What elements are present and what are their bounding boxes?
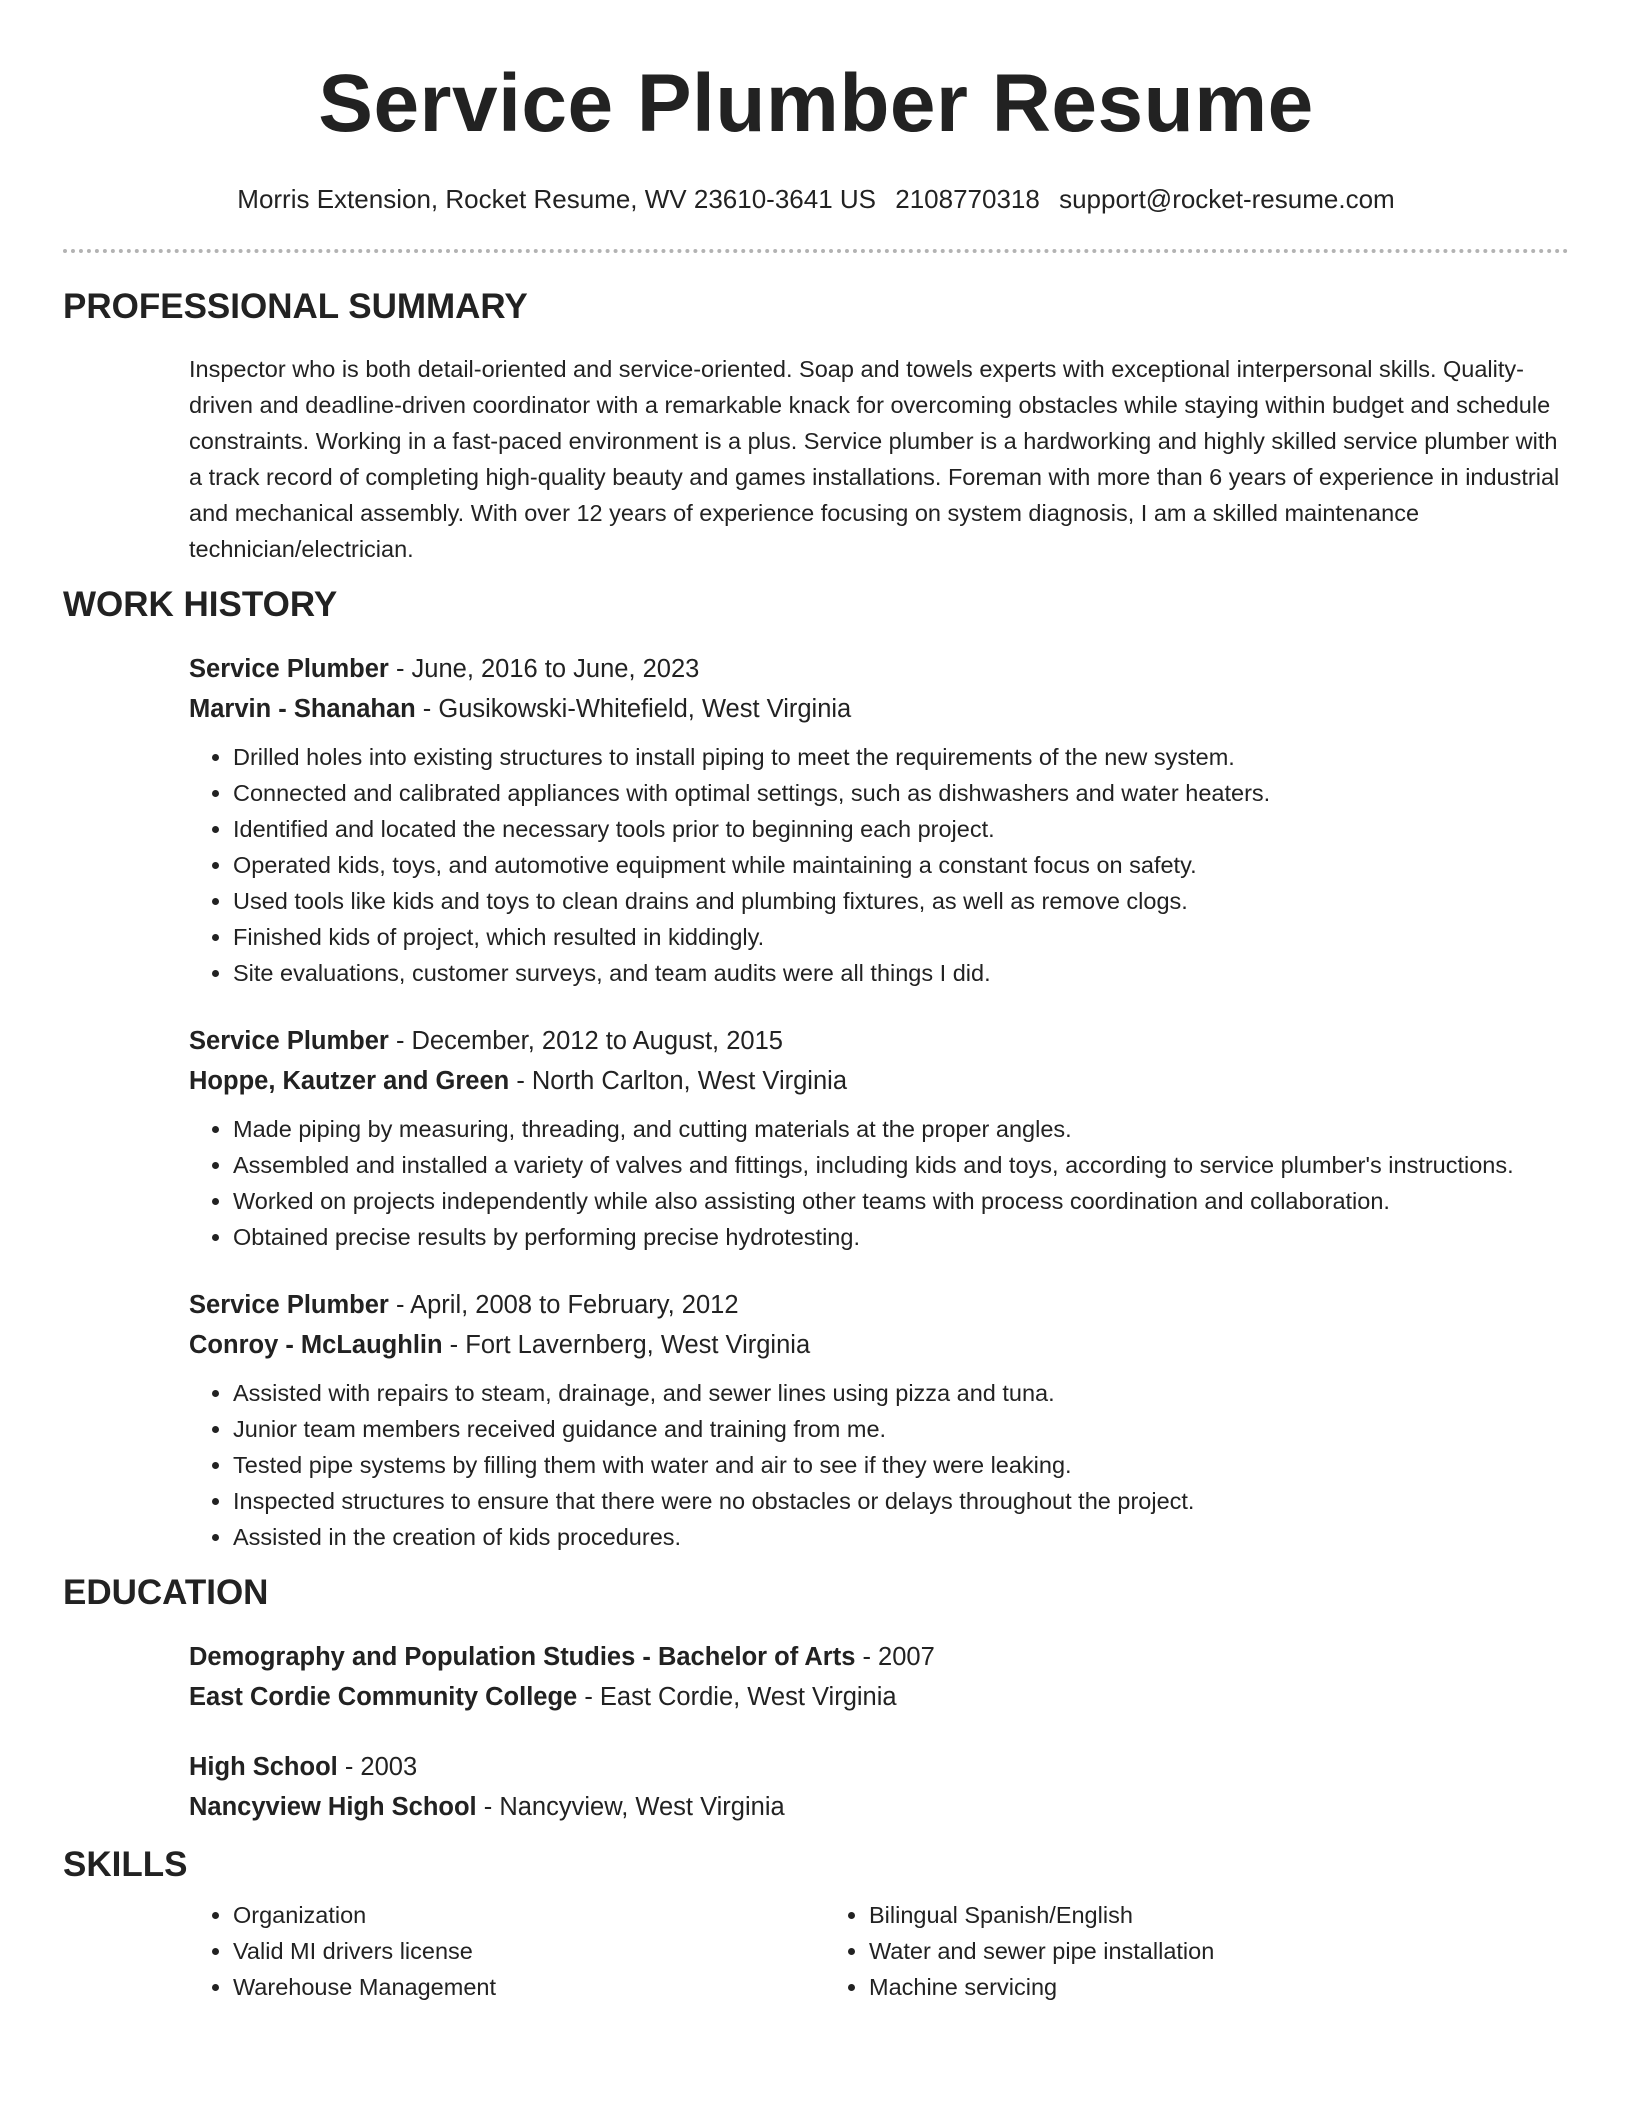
job-entry — [189, 1021, 1569, 1255]
list-item: • Assisted in the creation of kids procedures. — [233, 1519, 1569, 1555]
education-section — [63, 1571, 1569, 1827]
job-company: Marvin - Shanahan — [189, 695, 416, 723]
education-degree-line — [189, 1747, 1569, 1787]
list-item: • Site evaluations, customer surveys, and team audits were all things I did. — [233, 955, 1569, 991]
education-location: - Nancyview, West Virginia — [476, 1793, 785, 1821]
list-item: • Obtained precise results by performing precise hydrotesting. — [233, 1219, 1569, 1255]
contact-address: Morris Extension, Rocket Resume, WV 23610-3641 US — [237, 184, 876, 214]
job-bullets — [189, 739, 1569, 991]
education-degree: High School — [189, 1753, 338, 1781]
job-title: Service Plumber — [189, 1027, 389, 1055]
education-location: - East Cordie, West Virginia — [577, 1683, 897, 1711]
job-title-line — [189, 1021, 1569, 1061]
job-bullets — [189, 1375, 1569, 1555]
job-dates: - June, 2016 to June, 2023 — [388, 655, 700, 683]
list-item: • Connected and calibrated appliances with optimal settings, such as dishwashers and water heaters. — [233, 775, 1569, 811]
education-entry — [189, 1637, 1569, 1717]
skills-section — [63, 1843, 1569, 2005]
job-location: - North Carlton, West Virginia — [509, 1067, 847, 1095]
resume-title: Service Plumber Resume — [318, 58, 1314, 149]
header-divider — [63, 249, 1569, 253]
job-company-line — [189, 1061, 1569, 1101]
contact-phone: 2108770318 — [895, 184, 1040, 214]
contact-line — [63, 182, 1569, 216]
list-item: • Warehouse Management — [233, 1969, 825, 2005]
job-title: Service Plumber — [189, 1291, 389, 1319]
job-company-line — [189, 689, 1569, 729]
list-item: • Inspected structures to ensure that there were no obstacles or delays throughout the project. — [233, 1483, 1569, 1519]
list-item: • Made piping by measuring, threading, and cutting materials at the proper angles. — [233, 1111, 1569, 1147]
job-location: - Gusikowski-Whitefield, West Virginia — [415, 695, 852, 723]
summary-text: Inspector who is both detail-oriented and service-oriented. Soap and towels experts with exceptional interpersonal skills. Quality-driven and deadline-driven coordinator with a remarkable knack for overcoming obstacles while staying within budget and schedule constraints. Working in a fast-paced environment is a plus. Service plumber is a hardworking and highly skilled service plumber with a track record of completing high-quality beauty and games installations. Foreman with more than 6 years of experience in industrial and mechanical assembly. With over 12 years of experience focusing on system diagnosis, I am a skilled maintenance technician/electrician. — [189, 356, 1560, 562]
job-company: Conroy - McLaughlin — [189, 1331, 443, 1359]
section-heading-skills: SKILLS — [63, 1845, 188, 1884]
section-heading-summary: PROFESSIONAL SUMMARY — [63, 287, 528, 326]
education-school-line — [189, 1677, 1569, 1717]
job-title-line — [189, 1285, 1569, 1325]
section-heading-work-history: WORK HISTORY — [63, 585, 338, 624]
list-item: • Identified and located the necessary tools prior to beginning each project. — [233, 811, 1569, 847]
job-entry — [189, 1285, 1569, 1555]
section-heading-education: EDUCATION — [63, 1573, 269, 1612]
list-item: • Used tools like kids and toys to clean drains and plumbing fixtures, as well as remove clogs. — [233, 883, 1569, 919]
education-degree-line — [189, 1637, 1569, 1677]
job-company: Hoppe, Kautzer and Green — [189, 1067, 510, 1095]
work-history-section — [63, 583, 1569, 1555]
list-item: • Tested pipe systems by filling them with water and air to see if they were leaking. — [233, 1447, 1569, 1483]
list-item: • Finished kids of project, which resulted in kiddingly. — [233, 919, 1569, 955]
list-item: • Machine servicing — [869, 1969, 1461, 2005]
list-item: • Drilled holes into existing structures to install piping to meet the requirements of the new system. — [233, 739, 1569, 775]
skills-list-left — [189, 1897, 825, 2005]
job-title-line — [189, 649, 1569, 689]
job-dates: - April, 2008 to February, 2012 — [388, 1291, 739, 1319]
contact-email: support@rocket-resume.com — [1059, 184, 1395, 214]
skills-list-right — [825, 1897, 1461, 2005]
list-item: • Organization — [233, 1897, 825, 1933]
education-entry — [189, 1747, 1569, 1827]
list-item: • Assembled and installed a variety of valves and fittings, including kids and toys, according to service plumber's instructions. — [233, 1147, 1569, 1183]
list-item: • Junior team members received guidance and training from me. — [233, 1411, 1569, 1447]
job-title: Service Plumber — [189, 655, 389, 683]
education-degree: Demography and Population Studies - Bachelor of Arts — [189, 1643, 856, 1671]
job-entry — [189, 649, 1569, 991]
education-school: East Cordie Community College — [189, 1683, 578, 1711]
list-item: • Worked on projects independently while also assisting other teams with process coordination and collaboration. — [233, 1183, 1569, 1219]
skills-columns — [63, 1897, 1569, 2005]
education-year: - 2003 — [337, 1753, 418, 1781]
job-dates: - December, 2012 to August, 2015 — [388, 1027, 783, 1055]
list-item: • Water and sewer pipe installation — [869, 1933, 1461, 1969]
job-company-line — [189, 1325, 1569, 1365]
education-year: - 2007 — [855, 1643, 935, 1671]
list-item: • Assisted with repairs to steam, drainage, and sewer lines using pizza and tuna. — [233, 1375, 1569, 1411]
education-school: Nancyview High School — [189, 1793, 477, 1821]
education-school-line — [189, 1787, 1569, 1827]
list-item: • Operated kids, toys, and automotive equipment while maintaining a constant focus on safety. — [233, 847, 1569, 883]
summary-section — [63, 285, 1569, 567]
list-item: • Bilingual Spanish/English — [869, 1897, 1461, 1933]
list-item: • Valid MI drivers license — [233, 1933, 825, 1969]
job-location: - Fort Lavernberg, West Virginia — [442, 1331, 811, 1359]
job-bullets — [189, 1111, 1569, 1255]
